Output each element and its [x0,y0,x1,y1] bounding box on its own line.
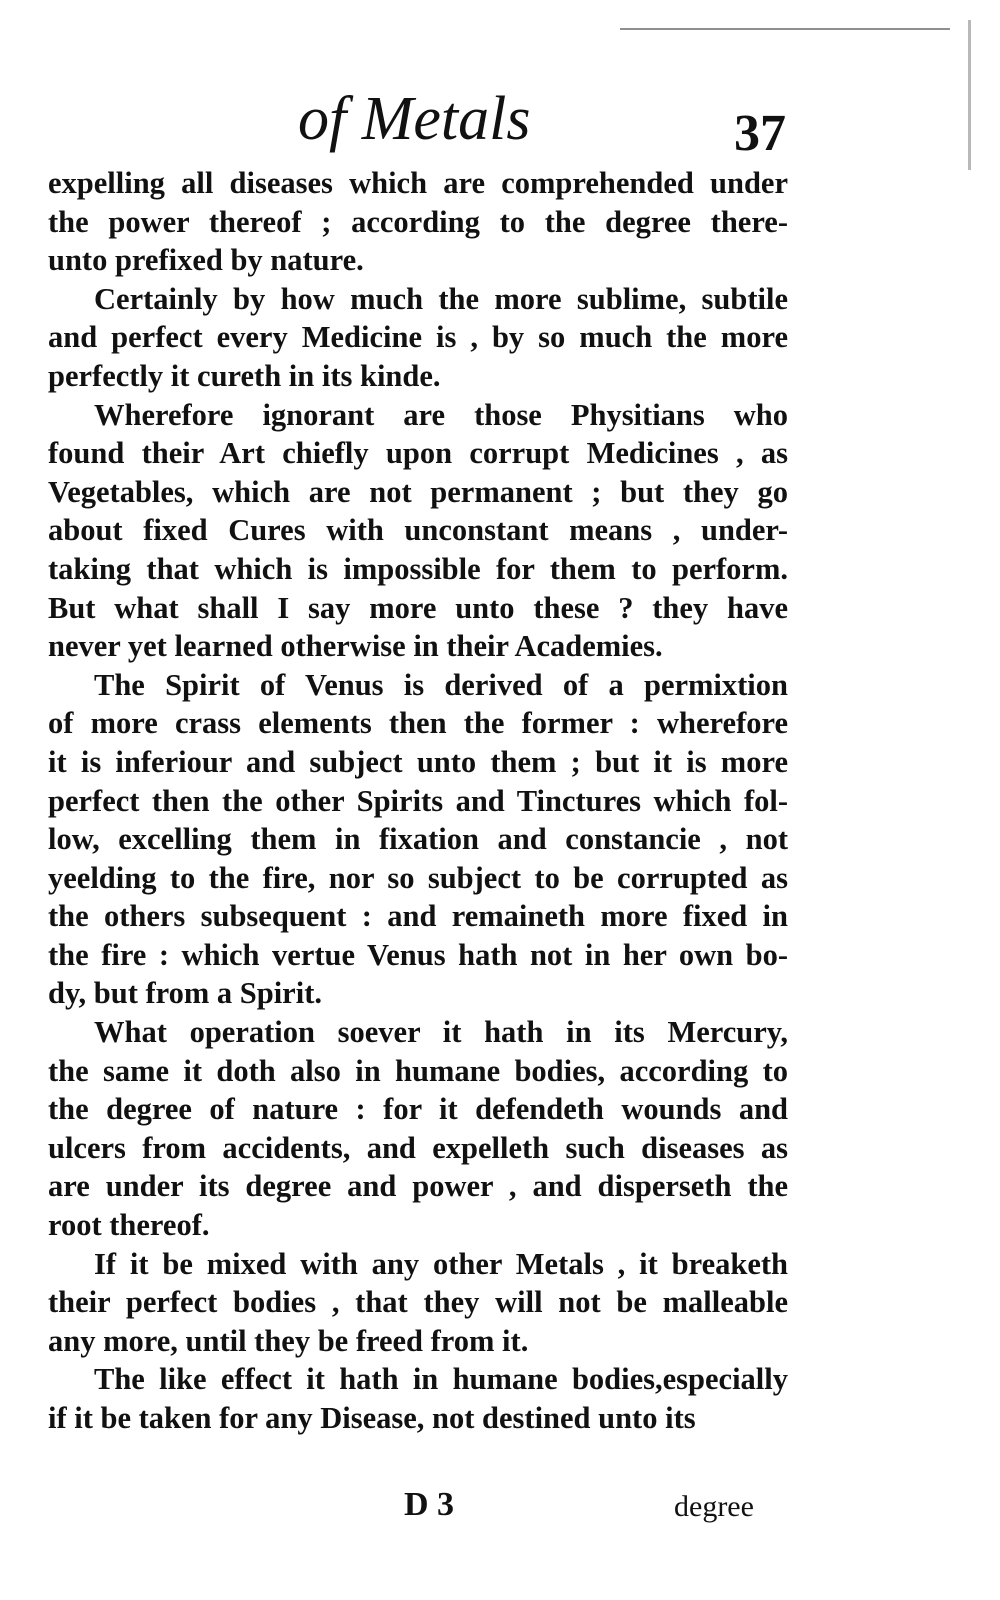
text-line: if it be taken for any Disease, not destined unto its [48,1401,696,1435]
text-line: root thereof. [48,1208,210,1243]
text-line: any more, until they be freed from it. [48,1323,529,1358]
text-line: never yet learned otherwise in their Academies. [48,629,663,664]
running-title: of Metals [298,85,531,153]
page-number: 37 [734,105,786,162]
text-line: unto prefixed by nature. [48,243,364,278]
text-line: dy, but from a Spirit. [48,976,322,1011]
paragraph [48,1013,788,1245]
paragraph [48,280,788,396]
text-line: The Spirit of Venus is derived of a permixtion [94,667,788,702]
scan-edge-line [620,28,950,30]
text-line: perfectly it cureth in its kinde. [48,358,441,393]
page-footer [0,1486,1000,1546]
text-line: are under its degree and power , and disperseth the [48,1169,788,1204]
text-line: the same it doth also in humane bodies, according to [48,1053,788,1088]
text-line: the power thereof ; according to the degree there- [48,204,788,239]
text-line: the degree of nature : for it defendeth wounds and [48,1092,788,1127]
paragraph [48,1360,788,1437]
text-line: Certainly by how much the more sublime, subtile [94,281,788,316]
scan-edge-line [968,20,971,170]
paragraph [48,666,788,1013]
catchword: degree [674,1490,754,1523]
text-line: expelling all diseases which are comprehended under [48,166,788,200]
text-line: If it be mixed with any other Metals , it breaketh [94,1246,788,1281]
text-line: yeelding to the fire, nor so subject to be corrupted as [48,860,788,895]
paragraph [48,396,788,666]
text-line: What operation soever it hath in its Mercury, [94,1015,788,1050]
text-line: their perfect bodies , that they will not be malleable [48,1285,788,1320]
text-line: taking that which is impossible for them to perform. [48,551,788,586]
text-line: the fire : which vertue Venus hath not in her own bo- [48,937,788,972]
text-line: low, excelling them in fixation and constancie , not [48,822,788,857]
text-line: But what shall I say more unto these ? they have [48,590,788,625]
paragraph [48,164,788,280]
text-line: Vegetables, which are not permanent ; but they go [48,474,788,509]
page-header [0,78,1000,168]
text-line: found their Art chiefly upon corrupt Medicines , as [48,436,788,471]
text-line: ulcers from accidents, and expelleth such diseases as [48,1130,788,1165]
text-line: it is inferiour and subject unto them ; but it is more [48,744,788,779]
text-line: perfect then the other Spirits and Tinctures which fol- [48,783,788,818]
paragraph [48,1245,788,1361]
text-line: Wherefore ignorant are those Physitians who [94,397,788,432]
text-line: about fixed Cures with unconstant means , under- [48,513,788,548]
text-line: and perfect every Medicine is , by so much the more [48,320,788,355]
text-line: of more crass elements then the former : wherefore [48,706,788,741]
text-line: The like effect it hath in humane bodies,especially [94,1362,788,1397]
signature-mark: D 3 [404,1486,455,1523]
text-line: the others subsequent : and remaineth more fixed in [48,899,788,934]
body-text [48,164,788,1438]
